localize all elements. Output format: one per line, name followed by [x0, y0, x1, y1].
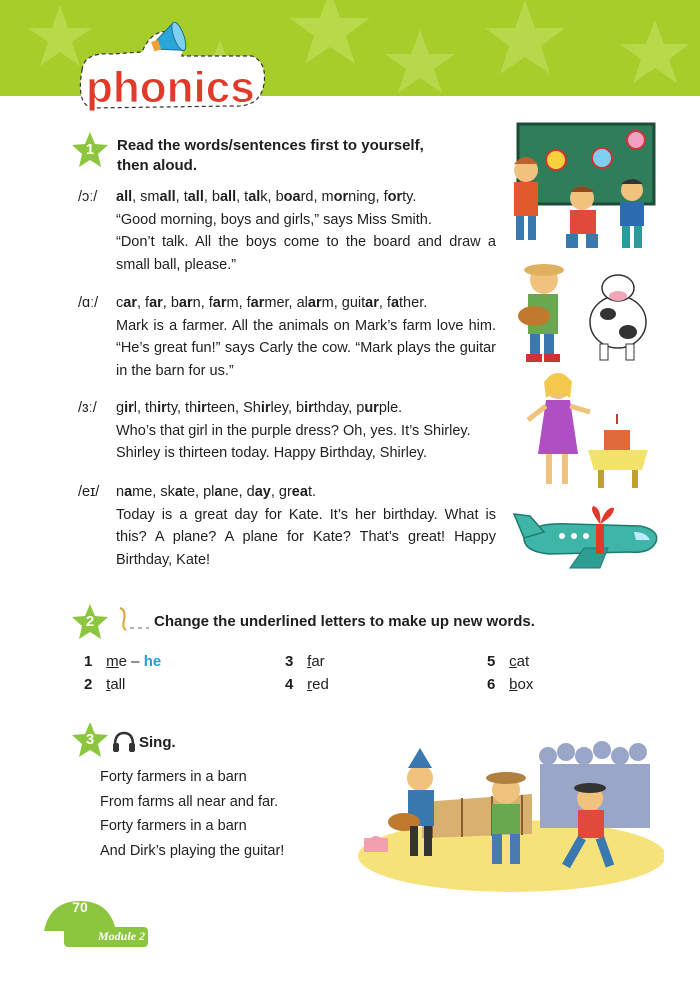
exercise-2-badge: 2 — [72, 604, 108, 640]
headphones-icon — [112, 731, 136, 753]
song-line: And Dirk’s playing the guitar! — [100, 842, 285, 859]
phoneme-label: /ɜː/ — [78, 400, 97, 416]
exercise-2-item: 2 tall — [84, 676, 126, 693]
exercise-1-badge: 1 — [72, 132, 108, 168]
sentence: Shirley is thirteen today. Happy Birthday, Shirley. — [116, 445, 428, 461]
phonics-logo — [72, 22, 272, 112]
song-line: From farms all near and far. — [100, 793, 279, 810]
boys-at-board-illustration — [504, 118, 664, 252]
exercise-2-item: 4 red — [285, 676, 329, 693]
sentence: Today is a great day for Kate. It’s her birthday. What is this? A plane? A plane for Kate? That’s great! Happy Birthday, Kate! — [116, 506, 496, 568]
word-list: girl, thirty, thirteen, Shirley, birthday, purple. — [116, 400, 403, 416]
page-number: 70 — [72, 899, 88, 915]
logo-text: phonics — [86, 63, 255, 112]
exercise-3-badge: 3 — [72, 722, 108, 758]
sentence: “Good morning, boys and girls,” says Miss Smith. — [116, 211, 432, 228]
phoneme-label: /eɪ/ — [78, 484, 100, 500]
page-footer — [40, 897, 150, 949]
plane-illustration — [510, 502, 664, 570]
pencil-icon — [116, 606, 150, 632]
answer-text: he — [143, 653, 162, 670]
exercise-2-item: 5 cat — [487, 653, 530, 670]
phoneme-label: /ɔː/ — [78, 189, 98, 205]
shirley-birthday-illustration — [524, 368, 664, 492]
song-line: Forty farmers in a barn — [100, 818, 247, 834]
exercise-2-item: 3 far — [285, 653, 325, 670]
word-list: name, skate, plane, day, great. — [116, 484, 316, 500]
exercise-2-item: 6 box — [487, 676, 534, 693]
farmer-and-cow-illustration — [508, 258, 664, 366]
exercise-2-item: 1 me – he — [84, 653, 162, 670]
exercise-3-instruction: Sing. — [139, 734, 176, 751]
exercise-2-instruction: Change the underlined letters to make up new words. — [154, 613, 535, 630]
word-list: car, far, barn, farm, farmer, alarm, guitar, father. — [116, 295, 428, 311]
farmers-party-illustration — [352, 738, 664, 896]
sentence: Mark is a farmer. All the animals on Mark’s farm love him. “He’s great fun!” says Carly the cow. “Mark plays the guitar in the barn for us.” — [116, 317, 496, 379]
module-label: Module 2 — [98, 929, 146, 943]
sentence: Who’s that girl in the purple dress? Oh, yes. It’s Shirley. — [116, 422, 471, 439]
phoneme-label: /ɑː/ — [78, 295, 99, 311]
sentence: “Don’t talk. All the boys come to the board and draw a small ball, please.” — [116, 234, 496, 273]
song-lyrics — [100, 765, 284, 863]
word-list: all, small, tall, ball, talk, board, morning, forty. — [116, 189, 417, 205]
song-line: Forty farmers in a barn — [100, 769, 247, 785]
exercise-1-instruction: Read the words/sentences first to yourself, then aloud. — [117, 137, 424, 174]
